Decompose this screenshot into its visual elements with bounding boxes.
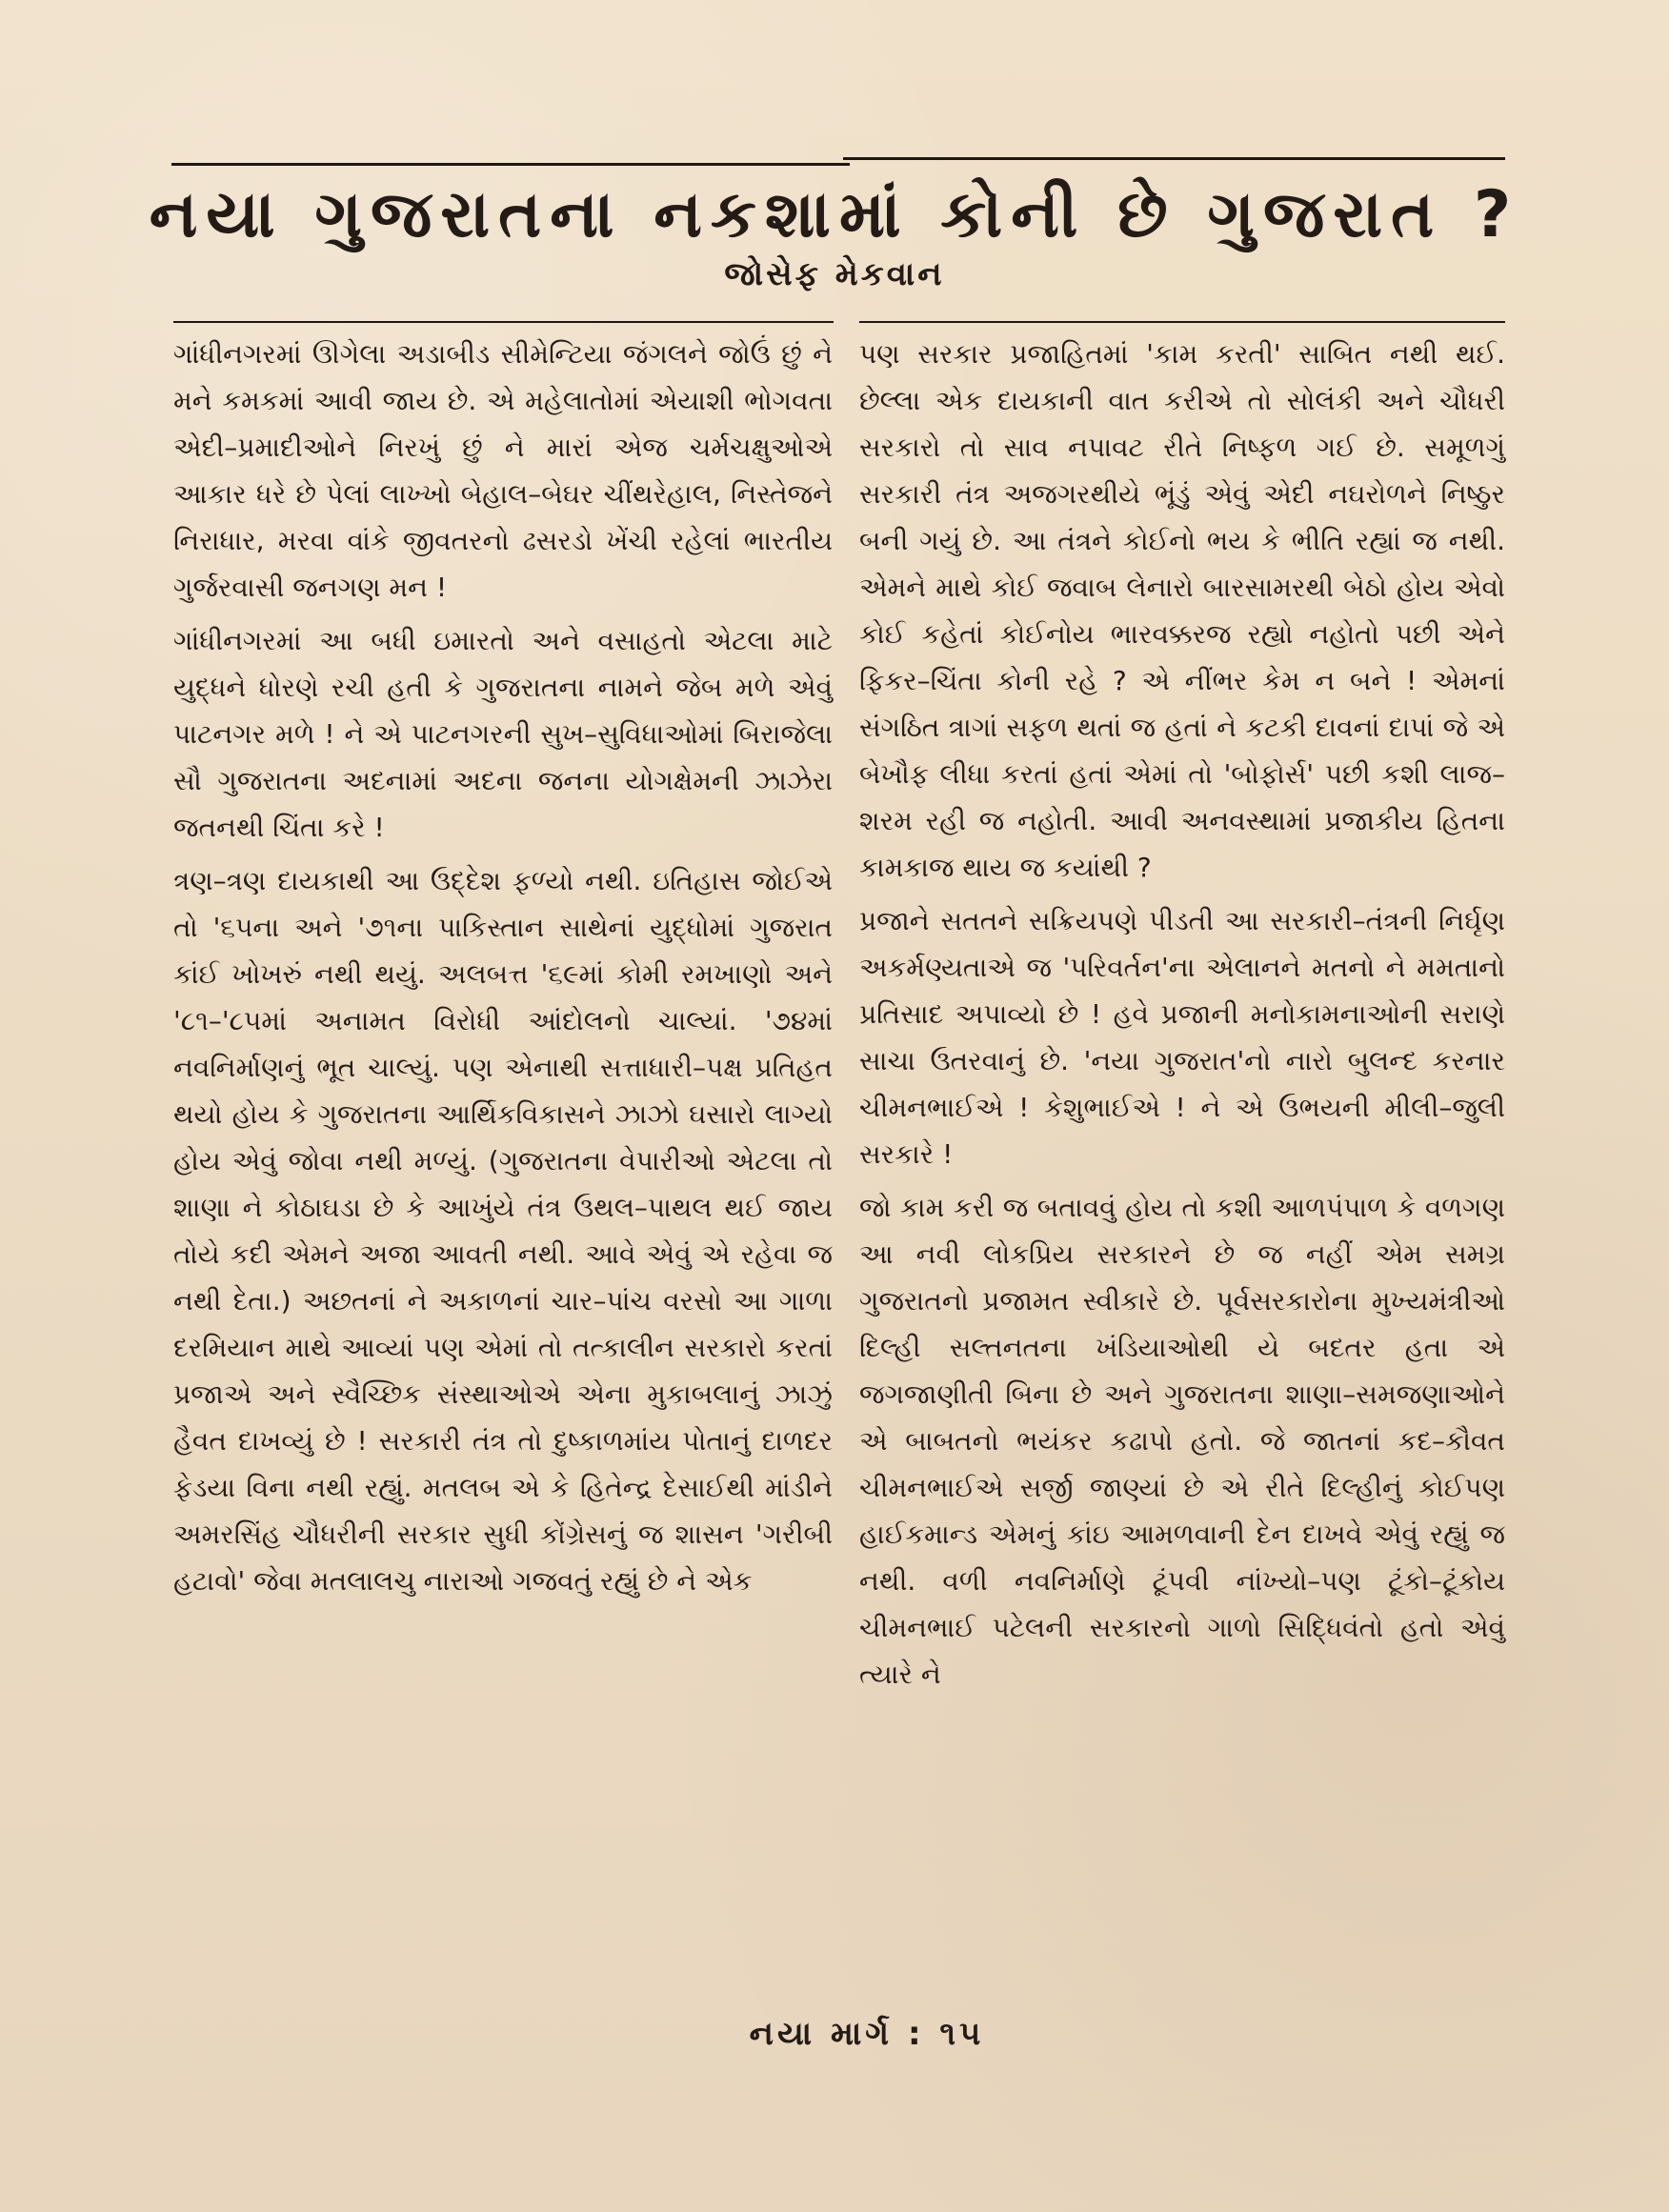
top-rule-right bbox=[843, 157, 1505, 160]
right-paragraph-1: પણ સરકાર પ્રજાહિતમાં 'કામ કરતી' સાબિત નથી થઈ. છેલ્લા એક દાયકાની વાત કરીએ તો સોલંકી અને ચૌધરી સરકારો તો સાવ નપાવટ રીતે નિષ્ફળ ગઈ છે. સમૂળગું સરકારી તંત્ર અજગરથીયે ભૂંડું એવું એદી નઘરોળને નિષ્ઠુર બની ગયું છે. આ તંત્રને કોઈનો ભય કે ભીતિ રહ્યાં જ નથી. એમને માથે કોઈ જવાબ લેનારો બારસામરથી બેઠો હોય એવો કોઈ કહેતાં કોઈનોય ભારવક્કરજ રહ્યો નહોતો પછી એને ફિકર–ચિંતા કોની રહે ? એ નીંભર કેમ ન બને ! એમનાં સંગઠિત ત્રાગાં સફળ થતાં જ હતાં ને કટકી દાવનાં દાપાં જે એ બેખૌફ લીધા કરતાં હતાં એમાં તો 'બોફોર્સ' પછી કશી લાજ–શરમ રહી જ નહોતી. આવી અનવસ્થામાં પ્રજાકીય હિતના કામકાજ થાય જ કયાંથી ? bbox=[859, 338, 1505, 883]
right-paragraph-3: જો કામ કરી જ બતાવવું હોય તો કશી આળપંપાળ કે વળગણ આ નવી લોકપ્રિય સરકારને છે જ નહીં એમ સમગ્ર ગુજરાતનો પ્રજામત સ્વીકારે છે. પૂર્વસરકારોના મુખ્યમંત્રીઓ દિલ્હી સલ્તનતના ખંડિયાઓથી યે બદતર હતા એ જગજાણીતી બિના છે અને ગુજરાતના શાણા–સમજણાઓને એ બાબતનો ભયંકર કઢાપો હતો. જે જાતનાં કદ–કૌવત ચીમનભાઈએ સર્જી જાણ્યાં છે એ રીતે દિલ્હીનું કોઈપણ હાઈકમાન્ડ એમનું કાંઇ આમળવાની દેન દાખવે એવું રહ્યું જ નથી. વળી નવનિર્માણે ટૂંપવી નાંખ્યો–પણ ટૂંકો–ટૂંકોય ચીમનભાઈ પટેલની સરકારનો ગાળો સિદ્ધિવંતો હતો એવું ત્યારે ને bbox=[859, 1192, 1505, 1690]
top-rule-left bbox=[171, 163, 850, 166]
article-title: નયા ગુજરાતના નકશામાં કોની છે ગુજરાત ? bbox=[149, 177, 1520, 252]
page-footer: નયા માર્ગ : ૧૫ bbox=[749, 2015, 985, 2053]
left-paragraph-1: ગાંધીનગરમાં ઊગેલા અડાબીડ સીમેન્ટિયા જંગલને જોઉં છું ને મને કમકમાં આવી જાય છે. એ મહેલાતોમાં એયાશી ભોગવતા એદી–પ્રમાદીઓને નિરખું છું ને મારાં એજ ચર્મચક્ષુઓએ આકાર ધરે છે પેલાં લાખ્ખો બેહાલ–બેઘર ચીંથરેહાલ, નિસ્તેજને નિરાધાર, મરવા વાંકે જીવતરનો ઢસરડો ખેંચી રહેલાં ભારતીય ગુર્જરવાસી જનગણ મન ! bbox=[173, 338, 833, 603]
left-column-rule bbox=[173, 321, 834, 323]
top-rules bbox=[171, 157, 1505, 176]
left-column bbox=[173, 331, 833, 1611]
left-paragraph-3: ત્રણ–ત્રણ દાયકાથી આ ઉદ્દેશ ફળ્યો નથી. ઇતિહાસ જોઈએ તો '૬૫ના અને '૭૧ના પાકિસ્તાન સાથેનાં યુદ્ધોમાં ગુજરાત કાંઈ ખોખરું નથી થયું. અલબત્ત '૬૯માં કોમી રમખાણો અને '૮૧–'૮૫માં અનામત વિરોધી આંદોલનો ચાલ્યાં. '૭૪માં નવનિર્માણનું ભૂત ચાલ્યું. પણ એનાથી સત્તાધારી–પક્ષ પ્રતિહત થયો હોય કે ગુજરાતના આર્થિકવિકાસને ઝાઝો ઘસારો લાગ્યો હોય એવું જોવા નથી મળ્યું. (ગુજરાતના વેપારીઓ એટલા તો શાણા ને કોઠાઘડા છે કે આખુંયે તંત્ર ઉથલ–પાથલ થઈ જાય તોયે કદી એમને અજા આવતી નથી. આવે એવું એ રહેવા જ નથી દેતા.) અછતનાં ને અકાળનાં ચાર–પાંચ વરસો આ ગાળા દરમિયાન માથે આવ્યાં પણ એમાં તો તત્કાલીન સરકારો કરતાં પ્રજાએ અને સ્વૈચ્છિક સંસ્થાઓએ એના મુકાબલાનું ઝાઝું હૈવત દાખવ્યું છે ! સરકારી તંત્ર તો દુષ્કાળમાંય પોતાનું દાળદર ફેડયા વિના નથી રહ્યું. મતલબ એ કે હિતેન્દ્ર દેસાઈથી માંડીને અમરસિંહ ચૌધરીની સરકાર સુધી કોંગ્રેસનું જ શાસન 'ગરીબી હટાવો' જેવા મતલાલચુ નારાઓ ગજવતું રહ્યું છે ને એક bbox=[173, 865, 833, 1597]
right-column-rule bbox=[859, 321, 1505, 323]
right-column bbox=[859, 331, 1505, 1704]
left-paragraph-2: ગાંધીનગરમાં આ બધી ઇમારતો અને વસાહતો એટલા માટે યુદ્ધને ધોરણે રચી હતી કે ગુજરાતના નામને જેબ મળે એવું પાટનગર મળે ! ને એ પાટનગરની સુખ–સુવિધાઓમાં બિરાજેલા સૌ ગુજરાતના અદનામાં અદના જનના યોગક્ષેમની ઝાઝેરા જતનથી ચિંતા કરે ! bbox=[173, 625, 833, 843]
right-paragraph-2: પ્રજાને સતતને સક્રિયપણે પીડતી આ સરકારી–તંત્રની નિર્ઘૃણ અકર્મણ્યતાએ જ 'પરિવર્તન'ના એલાનને મતનો ને મમતાનો પ્રતિસાદ અપાવ્યો છે ! હવે પ્રજાની મનોકામનાઓની સરાણે સાચા ઉતરવાનું છે. 'નયા ગુજરાત'નો નારો બુલન્દ કરનાર ચીમનભાઈએ ! કેશુભાઈએ ! ને એ ઉભયની મીલી–જુલી સરકારે ! bbox=[859, 905, 1505, 1170]
article-author: જોસેફ મેકવાન bbox=[724, 255, 945, 293]
